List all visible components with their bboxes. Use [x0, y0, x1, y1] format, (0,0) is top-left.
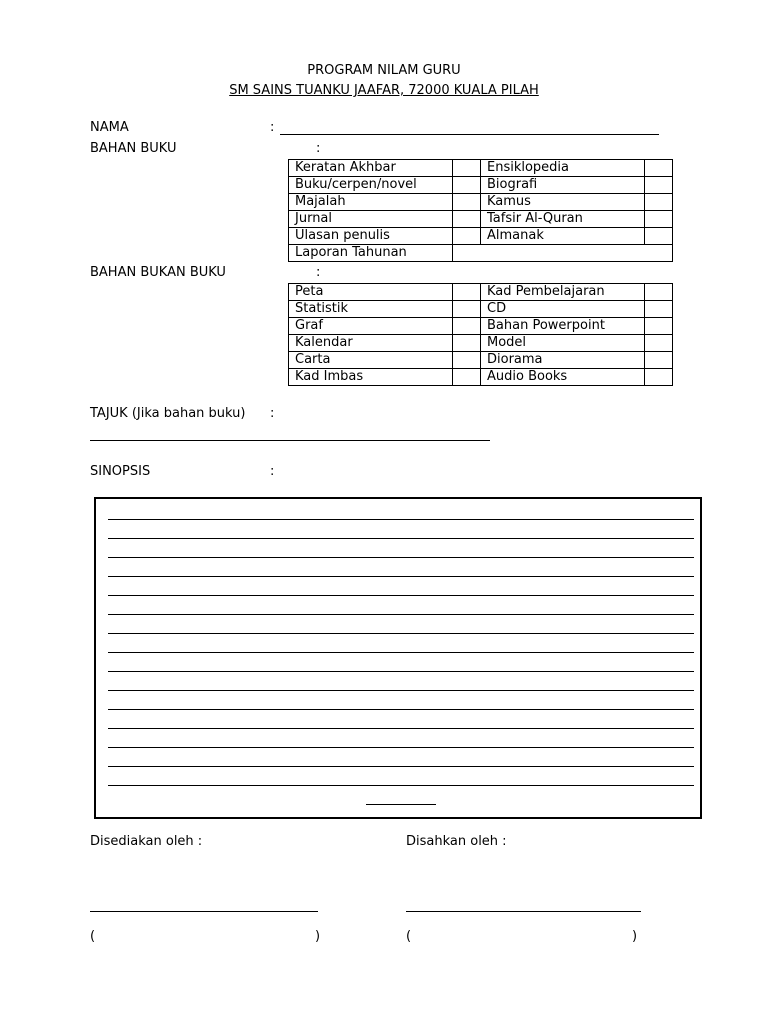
option-checkbox[interactable] [453, 301, 481, 318]
table-row [289, 228, 673, 245]
table-row [289, 301, 673, 318]
option-checkbox[interactable] [645, 284, 673, 301]
bahan-bukan-buku-table [288, 283, 673, 386]
option-checkbox[interactable] [453, 335, 481, 352]
option-checkbox[interactable] [453, 318, 481, 335]
option-label: Keratan Akhbar [289, 160, 453, 177]
option-checkbox[interactable] [453, 352, 481, 369]
nama-colon: : [270, 120, 275, 135]
sinopsis-line[interactable] [108, 747, 694, 748]
option-label: Majalah [289, 194, 453, 211]
disahkan-label: Disahkan oleh : [406, 834, 507, 849]
form-title: PROGRAM NILAM GURU [307, 63, 461, 78]
nama-input-line[interactable] [280, 134, 659, 135]
tajuk-input-line[interactable] [90, 440, 490, 441]
bahan-bukan-buku-label: BAHAN BUKAN BUKU [90, 265, 226, 280]
option-label: CD [481, 301, 645, 318]
option-label: Ensiklopedia [481, 160, 645, 177]
option-label: Graf [289, 318, 453, 335]
option-label: Biografi [481, 177, 645, 194]
sinopsis-line[interactable] [108, 614, 694, 615]
option-label: Jurnal [289, 211, 453, 228]
option-label: Diorama [481, 352, 645, 369]
option-label: Kamus [481, 194, 645, 211]
sinopsis-line[interactable] [108, 766, 694, 767]
option-checkbox[interactable] [645, 160, 673, 177]
option-checkbox[interactable] [453, 211, 481, 228]
nama-label: NAMA [90, 120, 129, 135]
option-checkbox[interactable] [645, 318, 673, 335]
sinopsis-line[interactable] [108, 595, 694, 596]
sinopsis-box[interactable] [94, 497, 702, 819]
bahan-bukan-buku-colon: : [316, 265, 321, 280]
option-label: Model [481, 335, 645, 352]
option-label: Laporan Tahunan [289, 245, 453, 262]
sinopsis-line[interactable] [366, 804, 436, 805]
option-label: Kad Pembelajaran [481, 284, 645, 301]
option-label: Almanak [481, 228, 645, 245]
option-checkbox[interactable] [645, 194, 673, 211]
table-row [289, 369, 673, 386]
option-checkbox[interactable] [453, 245, 673, 262]
table-row [289, 335, 673, 352]
option-label: Kad Imbas [289, 369, 453, 386]
disediakan-paren-close: ) [315, 929, 321, 944]
sinopsis-colon: : [270, 464, 275, 479]
option-checkbox[interactable] [645, 177, 673, 194]
bahan-buku-table [288, 159, 673, 262]
option-label: Bahan Powerpoint [481, 318, 645, 335]
table-row [289, 245, 673, 262]
option-label: Audio Books [481, 369, 645, 386]
sinopsis-line[interactable] [108, 652, 694, 653]
disediakan-signature-line[interactable] [90, 911, 318, 912]
option-label: Ulasan penulis [289, 228, 453, 245]
option-label: Carta [289, 352, 453, 369]
option-label: Statistik [289, 301, 453, 318]
option-checkbox[interactable] [453, 194, 481, 211]
sinopsis-line[interactable] [108, 557, 694, 558]
disediakan-label: Disediakan oleh : [90, 834, 203, 849]
option-checkbox[interactable] [453, 369, 481, 386]
option-checkbox[interactable] [645, 301, 673, 318]
disahkan-paren-close: ) [632, 929, 638, 944]
table-row [289, 160, 673, 177]
option-checkbox[interactable] [645, 352, 673, 369]
table-row [289, 194, 673, 211]
table-row [289, 177, 673, 194]
tajuk-colon: : [270, 406, 275, 421]
table-row [289, 318, 673, 335]
table-row [289, 284, 673, 301]
option-checkbox[interactable] [453, 228, 481, 245]
sinopsis-line[interactable] [108, 576, 694, 577]
disahkan-paren-open: ( [406, 929, 412, 944]
sinopsis-line[interactable] [108, 538, 694, 539]
option-checkbox[interactable] [645, 369, 673, 386]
option-label: Kalendar [289, 335, 453, 352]
option-checkbox[interactable] [645, 228, 673, 245]
disediakan-paren-open: ( [90, 929, 96, 944]
table-row [289, 211, 673, 228]
option-label: Tafsir Al-Quran [481, 211, 645, 228]
sinopsis-line[interactable] [108, 709, 694, 710]
school-name-text: SM SAINS TUANKU JAAFAR, 72000 KUALA PILAH [229, 83, 539, 98]
sinopsis-line[interactable] [108, 671, 694, 672]
tajuk-label: TAJUK (Jika bahan buku) [90, 406, 246, 421]
option-label: Buku/cerpen/novel [289, 177, 453, 194]
bahan-buku-colon: : [316, 141, 321, 156]
sinopsis-line[interactable] [108, 690, 694, 691]
option-checkbox[interactable] [453, 284, 481, 301]
table-row [289, 352, 673, 369]
option-checkbox[interactable] [645, 211, 673, 228]
sinopsis-label: SINOPSIS [90, 464, 151, 479]
school-name [0, 83, 768, 98]
bahan-buku-label: BAHAN BUKU [90, 141, 177, 156]
option-label: Peta [289, 284, 453, 301]
option-checkbox[interactable] [453, 160, 481, 177]
sinopsis-line[interactable] [108, 728, 694, 729]
option-checkbox[interactable] [645, 335, 673, 352]
disahkan-signature-line[interactable] [406, 911, 641, 912]
sinopsis-line[interactable] [108, 785, 694, 786]
sinopsis-line[interactable] [108, 519, 694, 520]
option-checkbox[interactable] [453, 177, 481, 194]
sinopsis-line[interactable] [108, 633, 694, 634]
